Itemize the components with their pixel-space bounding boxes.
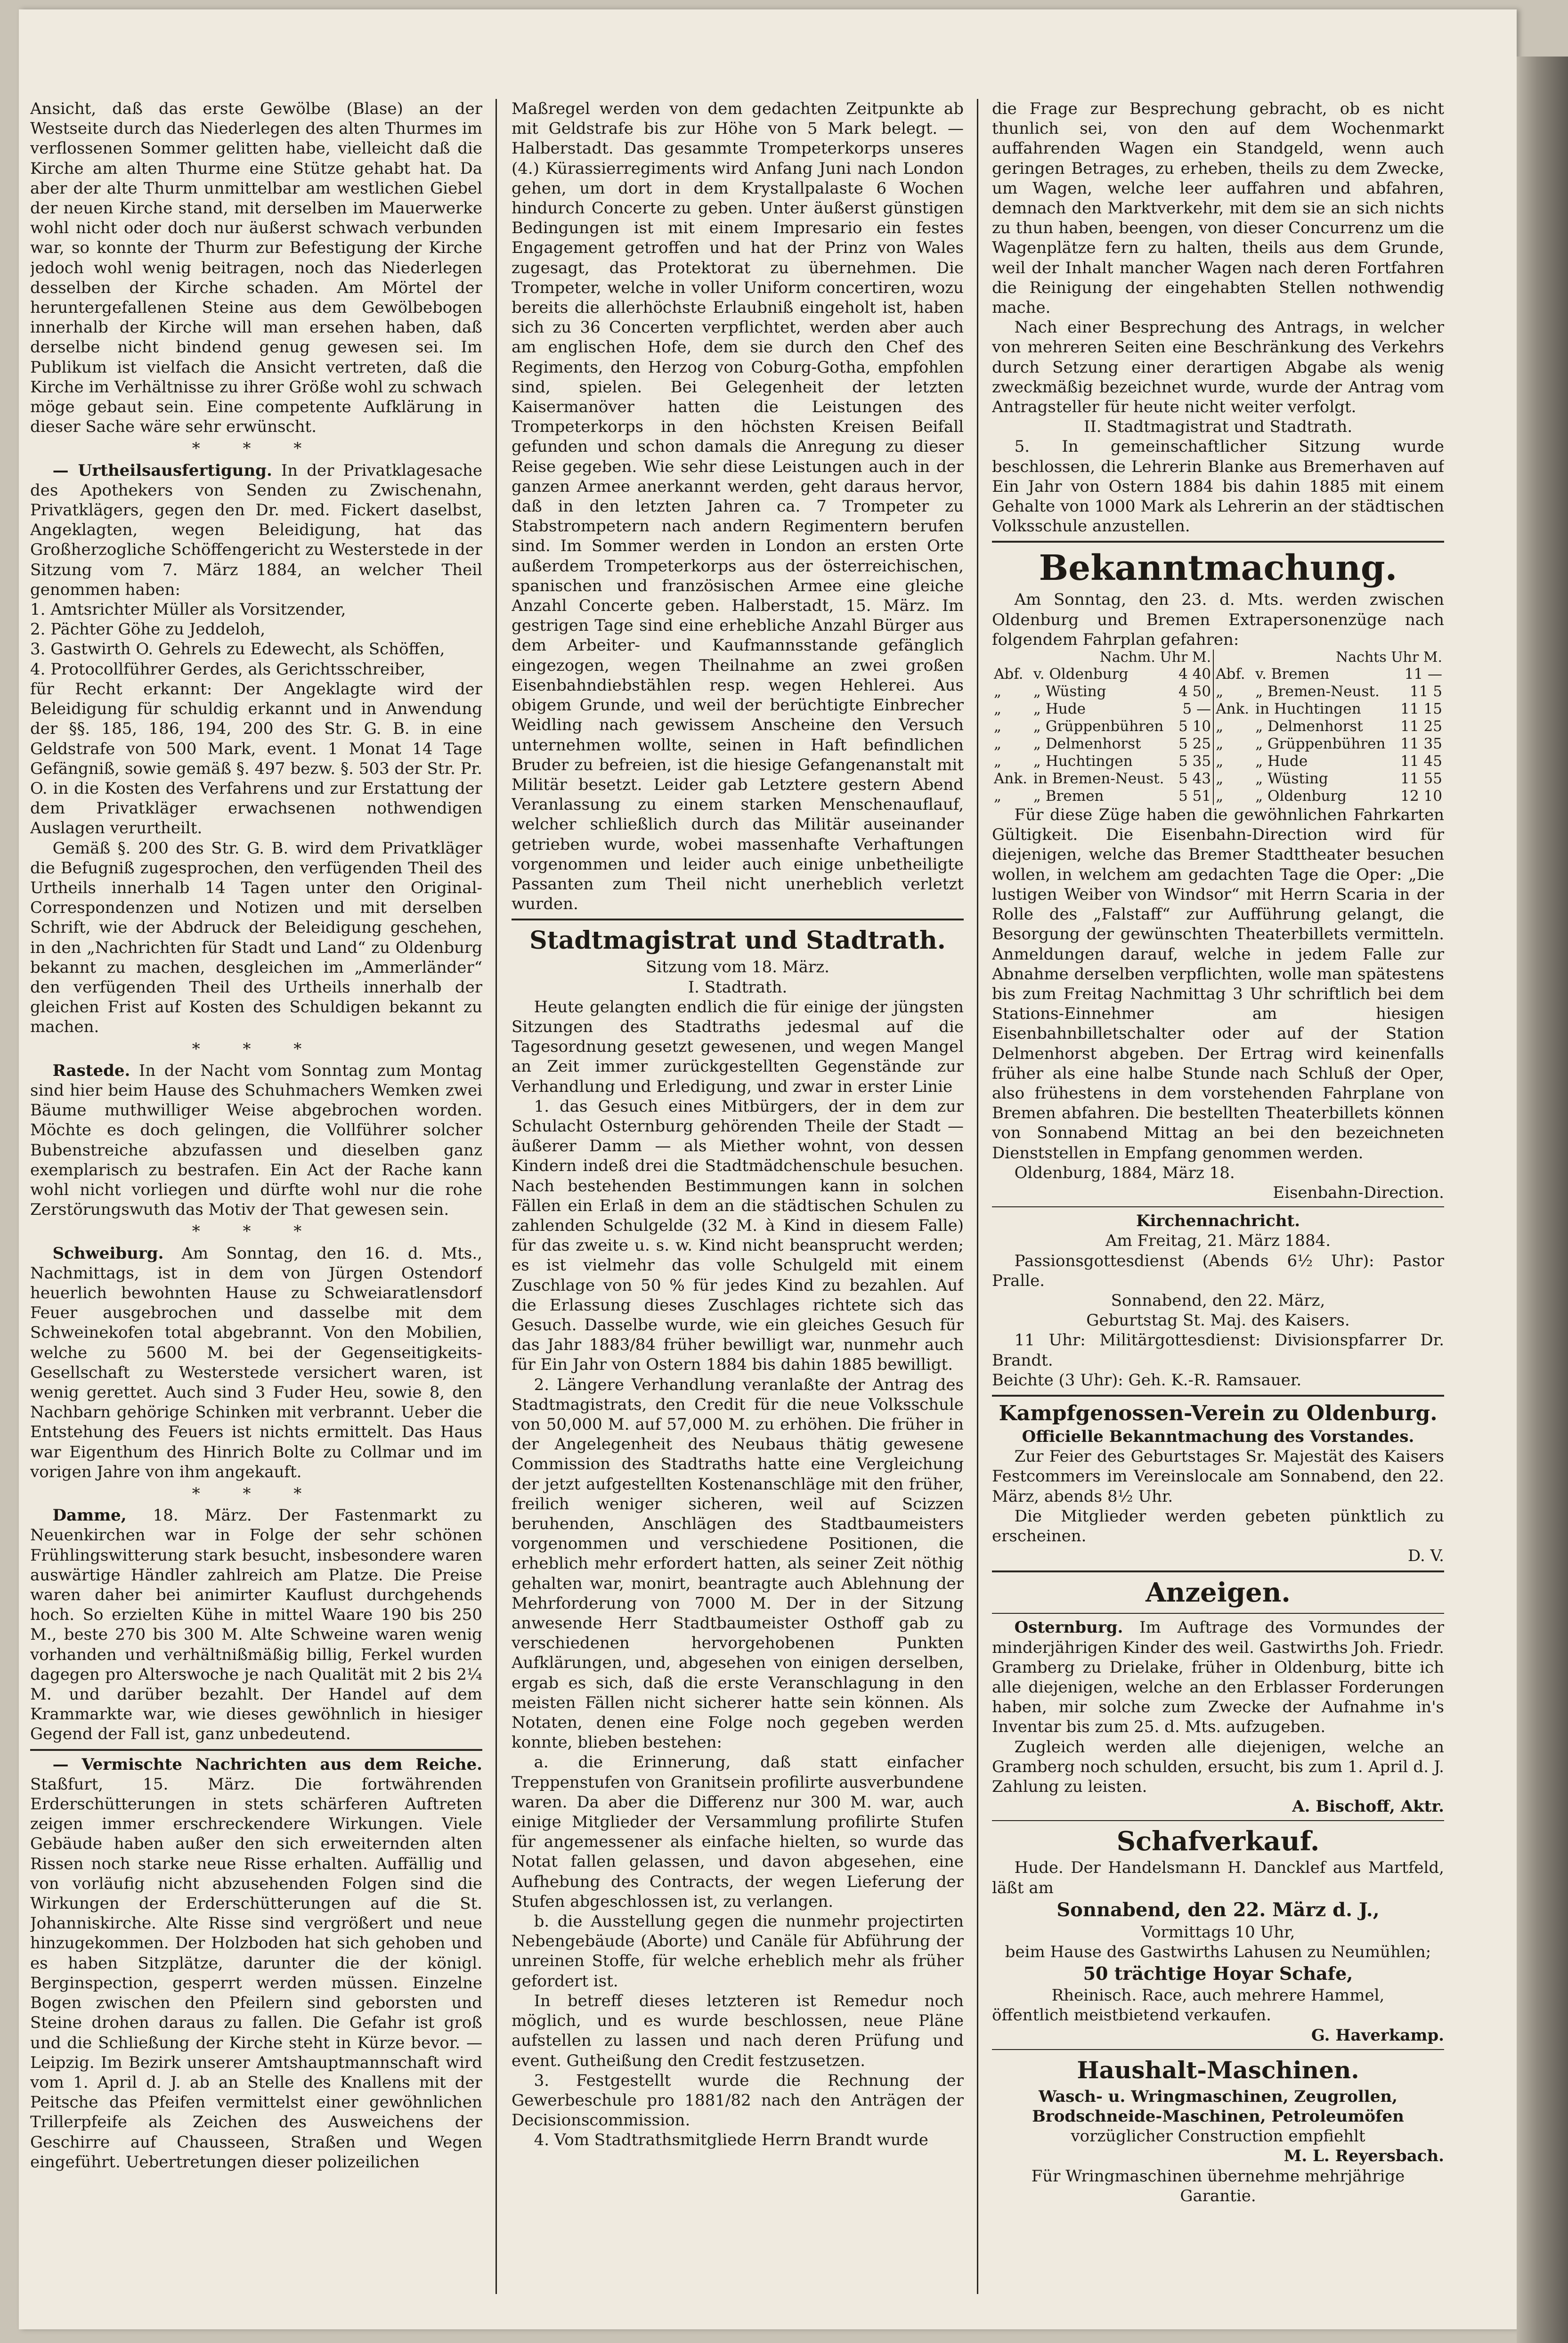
article-church-continued: Ansicht, daß das erste Gewölbe (Blase) an der Westseite durch das Niederlegen des alten Thurmes im verflossenen Sommer gelitten habe, vielleicht daß die Kirche am alten Thurme eine Stütze gehabt hat. Da aber der alte Thurm unmittelbar am westlichen Giebel der neuen Kirche stand, mit derselben im Mauerwerke wohl nicht oder doch nur äußerst schwach verbunden war, so konnte der Thurm zur Befestigung der Kirche jedoch wohl wenig beitragen, noch das Niederlegen desselben der Kirche schaden. Am Mörtel der heruntergefallenen Steine aus dem Gewölbebogen innerhalb der Kirche will man ersehen haben, daß derselbe nicht bindend genug gewesen sei. Im Publikum ist vielfach die Ansicht vertreten, daß die Kirche im Verhältnisse zu ihrer Größe wohl zu schwach möge gebaut sein. Eine competente Aufklärung in dieser Sache wäre sehr erwünscht. <box>30 99 482 437</box>
session-item-4-continued: die Frage zur Besprechung gebracht, ob es nicht thunlich sei, von den auf dem Wochenmarkt auffahrenden Wagen ein Standgeld, wenn auch geringen Betrages, zu erheben, theils zu dem Zwecke, um Wagen, welche leer auffahren und abfahren, demnach den Marktverkehr, mit dem sie an sich nichts zu thun haben, beengen, von dieser Concurrenz um die Wagenplätze fern zu halten, theils aus dem Grunde, weil der Inhalt mancher Wagen nach deren Fortfahren die Reinigung der eingehabten Stellen nothwendig mache. <box>992 99 1444 317</box>
timetable-cell: „ <box>1213 770 1253 788</box>
timetable-cell: v. Bremen <box>1255 666 1330 683</box>
article-vermischte-continued: Maßregel werden von dem gedachten Zeitpunkte ab mit Geldstrafe bis zur Höhe von 5 Mark belegt. — Halberstadt. Das gesammte Trompeterkorps unseres (4.) Kürassierregiments wird Anfang Juni nach London gehen, um dort in dem Krystallpalaste 6 Wochen hindurch Concerte zu geben. Unter äußerst günstigen Bedingungen ist mit einem Impresario ein festes Engagement getroffen und hat der Prinz von Wales zugesagt, das Protektorat zu übernehmen. Die Trompeter, welche in voller Uniform concertiren, wozu bereits die allerhöchste Erlaubniß eingeholt ist, haben sich zu 36 Concerten verpflichtet, werden aber auch am englischen Hofe, dem sie durch den Chef des Regiments, den Herzog von Coburg-Gotha, empfohlen sind, spielen. Bei Gelegenheit der letzten Kaisermanöver hatten die Leistungen des Trompeterkorps in den höchsten Kreisen Beifall gefunden und schon damals die Anregung zu dieser Reise gegeben. Wie sehr diese Leistungen auch in der ganzen Armee anerkannt werden, geht daraus hervor, daß in den letzten Jahren ca. 7 Trompeter zu Stabstrompetern nach andern Regimentern berufen sind. Im Sommer werden in London an ersten Orte außerdem Trompeterkorps aus der österreichischen, spanischen und französischen Armee eine gleiche Anzahl Concerte geben. Halberstadt, 15. März. Im gestrigen Tage sind eine erhebliche Anzahl Bürger aus dem Arbeiter- und Kaufmannsstande gefänglich eingezogen, wegen Theilnahme an zwei großen Eisenbahndiebstählen resp. wegen Hehlerei. Aus obigem Grunde, und weil der berüchtigte Einbrecher Weidling nach gewissem Anscheine den Versuch unternehmen wollte, seinen in Haft befindlichen Bruder zu befreien, ist die hiesige Gefangenanstalt mit Militär besetzt. Leider gab Letztere gestern Abend Veranlassung zu einem starken Menschenauflauf, welcher schließlich durch das Militär auseinander getrieben wurde, wobei massenhafte Verhaftungen vorgenommen und leider auch einige unbetheiligte Passanten zum Theil nicht unerheblich verletzt wurden. <box>512 99 964 914</box>
session-intro: Heute gelangten endlich die für einige der jüngsten Sitzungen des Stadtraths jedesmal auf die Tagesordnung gesetzt gewesenen, und wegen Mangel an Zeit immer zurückgestellten Gegenstände zur Verhandlung und Erledigung, und zwar in erster Linie <box>512 997 964 1096</box>
session-part-2: II. Stadtmagistrat und Stadtrath. <box>1083 417 1353 437</box>
timetable-cell: 4 40 <box>1178 666 1211 683</box>
article-urtheil-verdict: für Recht erkannt: Der Angeklagte wird der Beleidigung für schuldig erkannt und in Anwendung der §§. 185, 186, 194, 200 des Str. G. B. in eine Geldstrafe von 500 Mark, event. 1 Monat 14 Tage Gefängniß, sowie gemäß §. 497 bezw. §. 503 der Str. Pr. O. in die Kosten des Verfahrens und zur Erstattung der dem Privatkläger erwachsenen nothwendigen Auslagen verurtheilt. <box>30 679 482 838</box>
church-notice-line: Beichte (3 Uhr): Geh. K.-R. Ramsauer. <box>992 1370 1302 1390</box>
newspaper-page <box>19 9 1517 2329</box>
timetable-cell: „ Wüsting <box>1255 770 1328 788</box>
table-row <box>992 735 1444 753</box>
timetable-cell: „ <box>1213 683 1253 700</box>
ad-sheep-sale-title: Schafverkauf. <box>1116 1826 1320 1857</box>
timetable-cell: 5 43 <box>1178 770 1211 788</box>
ad-sheep-sale-offer: 50 trächtige Hoyar Schafe, <box>1083 1963 1353 1985</box>
veterans-club-signature: D. V. <box>1407 1546 1444 1566</box>
timetable-cell: 5 — <box>1182 700 1211 718</box>
timetable-header-left: Nachm. Uhr M. <box>1099 649 1211 666</box>
article-schweiburg <box>30 1244 482 1482</box>
timetable-cell: 11 15 <box>1400 700 1442 718</box>
timetable-cell: Ank. <box>994 770 1027 788</box>
table-row <box>992 788 1444 805</box>
timetable-cell: 5 35 <box>1178 753 1211 770</box>
table-row <box>992 683 1444 700</box>
column-1 <box>30 99 482 2294</box>
timetable-cell: 11 25 <box>1400 718 1442 735</box>
church-notice-line: Sonnabend, den 22. März, <box>1111 1291 1325 1310</box>
timetable-cell: „ <box>994 683 1002 700</box>
timetable-cell: 5 51 <box>1178 788 1211 805</box>
session-part-1: I. Stadtrath. <box>688 977 788 997</box>
ads-divider <box>992 1820 1444 1821</box>
ad-household-machines-signature: M. L. Reyersbach. <box>1284 2147 1444 2166</box>
timetable-cell: „ Hude <box>1255 753 1308 770</box>
timetable-cell: 5 10 <box>1178 718 1211 735</box>
timetable-cell: Ank. <box>1213 700 1253 718</box>
section-title-stadtmagistrat: Stadtmagistrat und Stadtrath. <box>529 926 946 955</box>
separator-stars: * * * <box>192 439 321 458</box>
ads-divider <box>992 2049 1444 2050</box>
column-2 <box>512 99 964 2294</box>
timetable-cell: 11 55 <box>1400 770 1442 788</box>
article-urtheil <box>30 461 482 600</box>
article-damme-heading: Damme, <box>52 1506 127 1525</box>
timetable-cell: 4 50 <box>1178 683 1211 700</box>
session-item-4-result: Nach einer Besprechung des Antrags, in welcher von mehreren Seiten eine Beschränkung des Verkehrs durch Setzung einer derartigen Abgabe als wenig zweckmäßig bezeichnet wurde, wurde der Antrag vom Antragsteller für heute nicht weiter verfolgt. <box>992 318 1444 417</box>
article-schweiburg-heading: Schweiburg. <box>52 1244 164 1263</box>
timetable-cell: „ <box>1213 735 1253 753</box>
ad-sheep-sale-body: Hude. Der Handelsmann H. Dancklef aus Martfeld, läßt am <box>992 1858 1444 1897</box>
notice-title: Bekanntmachung. <box>1039 548 1397 589</box>
ad-osternburg-body: Zugleich werden alle diejenigen, welche an Gramberg noch schulden, ersucht, bis zum 1. April d. J. Zahlung zu leisten. <box>992 1737 1444 1797</box>
ad-sheep-sale-time: Vormittags 10 Uhr, <box>1141 1922 1295 1942</box>
table-row <box>992 718 1444 735</box>
timetable-cell: „ <box>994 735 1002 753</box>
timetable-cell: in Huchtingen <box>1255 700 1361 718</box>
timetable-cell: „ Grüppenbühren <box>1033 718 1164 735</box>
section-divider <box>512 919 964 920</box>
session-item-5: 5. In gemeinschaftlicher Sitzung wurde beschlossen, die Lehrerin Blanke aus Bremerhaven auf Ein Jahr von Ostern 1884 bis dahin 1885 mit einem Gehalte von 1000 Mark als Lehrerin an der städtischen Volksschule anzustellen. <box>992 437 1444 536</box>
ad-household-machines-line: Für Wringmaschinen übernehme mehrjährige Garantie. <box>1031 2166 1405 2205</box>
article-urtheil-body: In der Privatklagesache des Apothekers von Senden zu Zwischenahn, Privatklägers, gegen den Dr. med. Fickert daselbst, Angeklagten, wegen Beleidigung, hat das Großherzogliche Schöffengericht zu Westerstede in der Sitzung vom 7. März 1884, an welcher Theil genommen haben: <box>30 461 482 599</box>
separator-stars: * * * <box>192 1222 321 1241</box>
timetable-cell: „ <box>1213 788 1253 805</box>
article-damme <box>30 1505 482 1744</box>
list-item: 4. Protocollführer Gerdes, als Gerichtsschreiber, <box>30 659 426 679</box>
notice-divider <box>992 1206 1444 1207</box>
ad-household-machines-line: Brodschneide-Maschinen, Petroleumöfen <box>1032 2107 1404 2126</box>
timetable-cell: „ Bremen-Neust. <box>1255 683 1380 700</box>
ad-osternburg-body: Im Auftrage des Vormundes der minderjährigen Kinder des weil. Gastwirths Joh. Friedr. Gramberg zu Drielake, früher in Oldenburg, bitte ich alle diejenigen, welche an den Erblasser Forderungen haben, mir solche zum Zwecke der Aufnahme in's Inventar bis zum 25. d. Mts. aufzugeben. <box>992 1618 1444 1737</box>
timetable-cell: „ <box>994 753 1002 770</box>
list-item: 2. Pächter Göhe zu Jeddeloh, <box>30 620 266 639</box>
session-item-2a: a. die Erinnerung, daß statt einfacher Treppenstufen von Granitsein profilirte ausverbundene waren. Da aber die Differenz nur 300 M. war, auch einige Mitglieder der Versammlung profilirte Stufen für angemessener als einfache hielten, so wurde das Notat fallen gelassen, und davon abgesehen, eine Aufhebung des Contracts, der wegen Lieferung der Stufen abgeschlossen ist, zu verlangen. <box>512 1753 964 1911</box>
article-rastede-heading: Rastede. <box>52 1061 130 1080</box>
notice-intro: Am Sonntag, den 23. d. Mts. werden zwischen Oldenburg und Bremen Extrapersonenzüge nach folgendem Fahrplan gefahren: <box>992 590 1444 649</box>
veterans-club-subtitle: Officielle Bekanntmachung des Vorstandes. <box>1022 1427 1414 1446</box>
timetable-cell: „ Wüsting <box>1033 683 1106 700</box>
timetable-cell: Abf. <box>1213 666 1253 683</box>
notice-signature: Eisenbahn-Direction. <box>1273 1183 1444 1202</box>
timetable-cell: „ <box>1213 753 1253 770</box>
column-rule <box>977 99 978 2294</box>
session-item-2: 2. Längere Verhandlung veranlaßte der Antrag des Stadtmagistrats, den Credit für die neue Volksschule von 50,000 M. auf 57,000 M. zu erhöhen. Die früher in der Angelegenheit des Neubaus thätig gewesene Commission des Stadtraths hatte eine Vergleichung der jetzt aufgestellten Kostenanschläge mit den früher, freilich weniger sicheren, weil auf Scizzen beruhenden, Anschlägen des Stadtbaumeisters vorgenommen und verschiedene Positionen, die erheblich mehr erfordert hatten, als seiner Zeit nöthig gehalten war, monirt, beantragte auch Ablehnung der Mehrforderung von 7000 M. Der in der Sitzung anwesende Herr Stadtbaumeister Osthoff gab zu verschiedenen hervorgehobenen Punkten Aufklärungen, und, abgesehen von einigen derselben, ergab es sich, daß die erste Veranschlagung in den meisten Fällen nicht sicherer hatte sein können. Als Notaten, denen eine Folge noch gegeben werden konnte, blieben bestehen: <box>512 1375 964 1752</box>
table-row <box>992 666 1444 683</box>
church-notice-line: Geburtstag St. Maj. des Kaisers. <box>1086 1311 1350 1330</box>
article-urtheil-publication: Gemäß §. 200 des Str. G. B. wird dem Privatkläger die Befugniß zugesprochen, den verfügenden Theil des Urtheils innerhalb 14 Tagen unter den Original-Correspondenzen und Notizen und mit derselben Schrift, wie der Abdruck der Beleidigung geschehen, in den „Nachrichten für Stadt und Land“ zu Oldenburg bekannt zu machen, desgleichen im „Ammerländer“ den verfügenden Theil des Urtheils innerhalb der gleichen Frist auf Kosten des Schuldigen bekannt zu machen. <box>30 838 482 1037</box>
session-item-2b: b. die Ausstellung gegen die nunmehr projectirten Nebengebäude (Aborte) und Canäle für Abführung der unreinen Stoffe, für welche erheblich mehr als früher gefordert ist. <box>512 1912 964 1991</box>
ad-sheep-sale-signature: G. Haverkamp. <box>1311 2026 1444 2045</box>
ads-divider <box>992 1570 1444 1572</box>
separator-stars: * * * <box>192 1039 321 1058</box>
church-notice-line: 11 Uhr: Militärgottesdienst: Divisionspfarrer Dr. Brandt. <box>992 1331 1444 1370</box>
session-item-3: 3. Festgestellt wurde die Rechnung der Gewerbeschule pro 1881/82 nach den Anträgen der Decisionscommission. <box>512 2071 964 2130</box>
ad-osternburg-signature: A. Bischoff, Aktr. <box>1292 1797 1444 1816</box>
article-schweiburg-body: Am Sonntag, den 16. d. Mts., Nachmittags, ist in dem von Jürgen Ostendorf heuerlich bewohnten Hause zu Schweiaratlensdorf Feuer ausgebrochen und dasselbe mit dem Schweinekofen total abgebrannt. Von den Mobilien, welche zu 5600 M. bei der Gegenseitigkeits-Gesellschaft zu Westerstede versichert waren, ist wenig gerettet. Auch sind 3 Fuder Heu, sowie 8, den Nachbarn gehörige Schinken mit verbrannt. Ueber die Entstehung des Feuers ist nichts ermittelt. Das Haus war Eigenthum des Hinrich Bolte zu Collmar und im vorigen Jahre von ihm angekauft. <box>30 1244 482 1481</box>
timetable-cell: 11 — <box>1404 666 1442 683</box>
timetable-cell: „ Delmenhorst <box>1255 718 1363 735</box>
ad-sheep-sale-place: beim Hause des Gastwirths Lahusen zu Neumühlen; <box>1005 1943 1431 1962</box>
ad-sheep-sale-date: Sonnabend, den 22. März d. J., <box>1056 1898 1380 1921</box>
timetable-cell: „ <box>1213 718 1253 735</box>
ad-sheep-sale-details: Rheinisch. Race, auch mehrere Hammel, <box>1051 1986 1385 2005</box>
article-vermischte <box>30 1755 482 2172</box>
timetable <box>992 650 1444 805</box>
session-date: Sitzung vom 18. März. <box>646 958 829 977</box>
ad-osternburg <box>992 1618 1444 1737</box>
timetable-cell: 11 5 <box>1409 683 1442 700</box>
timetable-cell: „ Oldenburg <box>1255 788 1347 805</box>
timetable-cell: v. Oldenburg <box>1033 666 1129 683</box>
timetable-cell: „ Hude <box>1033 700 1086 718</box>
timetable-cell: 11 35 <box>1400 735 1442 753</box>
article-vermischte-body: Staßfurt, 15. März. Die fortwährenden Erderschütterungen in stets schärferen Auftreten zeigen immer erschreckendere Wirkungen. Viele Gebäude haben außer den sich erweiternden alten Rissen noch starke neue Risse erhalten. Auffällig und von vorläufig nicht abzusehenden Folgen sind die Wirkungen der Erderschütterungen auf die St. Johanniskirche. Alte Risse sind vergrößert und neue hinzugekommen. Der Holzboden hat sich gehoben und es haben Sitzplätze, darunter die der königl. Berginspection, gesperrt werden müssen. Einzelne Bogen zwischen den Pfeilern sind geborsten und Steine drohen daraus zu fallen. Die Gefahr ist groß und die Schließung der Kirche steht in Kürze bevor. — Leipzig. Im Bezirk unserer Amtshauptmannschaft wird vom 1. April d. J. ab an Stelle des Knallens mit der Peitsche das Pfeifen vermittelst einer gewöhnlichen Trillerpfeife als Zeichen des Ausweichens der Geschirre auf Chausseen, Straßen und Wegen eingeführt. Uebertretungen dieser polizeilichen <box>30 1774 482 2172</box>
list-item: 1. Amtsrichter Müller als Vorsitzender, <box>30 600 346 619</box>
timetable-cell: „ Grüppenbühren <box>1255 735 1386 753</box>
timetable-cell: Abf. <box>994 666 1024 683</box>
timetable-cell: 11 45 <box>1400 753 1442 770</box>
timetable-cell: „ Delmenhorst <box>1033 735 1141 753</box>
church-notice-line: Passionsgottesdienst (Abends 6½ Uhr): Pastor Pralle. <box>992 1251 1444 1290</box>
ad-household-machines-line: vorzüglicher Construction empfiehlt <box>1071 2127 1365 2146</box>
timetable-cell: „ <box>994 788 1002 805</box>
session-item-4: 4. Vom Stadtrathsmitgliede Herrn Brandt wurde <box>534 2131 928 2150</box>
notice-body: Für diese Züge haben die gewöhnlichen Fahrkarten Gültigkeit. Die Eisenbahn-Direction wird für diejenigen, welche das Bremer Stadttheater besuchen wollen, in welchem am gedachten Tage die Oper: „Die lustigen Weiber von Windsor“ mit Herrn Scaria in der Rolle des „Falstaff“ zur Aufführung gelangt, die Besorgung der gewünschten Theaterbillets vermitteln. Anmeldungen darauf, welche in jedem Falle zur Abnahme derselben verpflichten, wolle man spätestens bis zum Freitag Nachmittag 3 Uhr schriftlich bei dem Stations-Einnehmer am hiesigen Eisenbahnbilletschalter oder auf der Station Delmenhorst abgeben. Der Ertrag wird keinenfalls früher als eine halbe Stunde nach Schluß der Oper, also frühestens in dem vorstehenden Fahrplane von Bremen abfahren. Die bestellten Theaterbillets können von Sonnabend Mittag an bei den bezeichneten Dienststellen in Empfang genommen werden. <box>992 805 1444 1163</box>
ads-section-title: Anzeigen. <box>1146 1577 1291 1609</box>
article-divider <box>30 1749 482 1751</box>
article-vermischte-heading: — Vermischte Nachrichten aus dem Reiche. <box>52 1755 482 1774</box>
timetable-cell: „ <box>994 718 1002 735</box>
veterans-club-title: Kampfgenossen-Verein zu Oldenburg. <box>999 1401 1438 1425</box>
list-item: 3. Gastwirth O. Gehrels zu Edewecht, als Schöffen, <box>30 640 445 659</box>
timetable-cell: in Bremen-Neust. <box>1033 770 1164 788</box>
ad-osternburg-heading: Osternburg. <box>1014 1618 1123 1637</box>
session-item-1: 1. das Gesuch eines Mitbürgers, der in dem zur Schulacht Osternburg gehörenden Theile der Stadt — äußerer Damm — als Miether wohnt, von dessen Kindern indeß drei die Stadtmädchenschule besuchen. Nach bestehenden Bestimmungen kann in solchen Fällen ein Erlaß in dem an die städtischen Schulen zu zahlenden Schulgelde (32 M. à Kind in diesem Falle) für das zweite u. s. w. Kind nicht beansprucht werden; es ist vielmehr das volle Schulgeld mit einem Zuschlage von 50 % für jedes Kind zu bezahlen. Auf die Erlassung dieses Zuschlages richtete sich das Gesuch. Dasselbe wurde, wie ein gleiches Gesuch für das Jahr 1883/84 früher bewilligt war, nunmehr auch für Ein Jahr von Ostern 1884 bis dahin 1885 bewilligt. <box>512 1097 964 1375</box>
timetable-cell: 12 10 <box>1400 788 1442 805</box>
table-row <box>992 700 1444 718</box>
timetable-cell: 5 25 <box>1178 735 1211 753</box>
ad-sheep-sale-details: öffentlich meistbietend verkaufen. <box>992 2006 1271 2025</box>
timetable-cell: „ Bremen <box>1033 788 1104 805</box>
timetable-header-right: Nachts Uhr M. <box>1213 650 1444 666</box>
veterans-club-body: Die Mitglieder werden gebeten pünktlich zu erscheinen. <box>992 1506 1444 1546</box>
notice-divider <box>992 1395 1444 1397</box>
separator-stars: * * * <box>192 1484 321 1504</box>
timetable-cell: „ Huchtingen <box>1033 753 1133 770</box>
article-rastede <box>30 1061 482 1220</box>
article-rastede-body: In der Nacht vom Sonntag zum Montag sind hier beim Hause des Schuhmachers Wemken zwei Bäume muthwilliger Weise abgebrochen worden. Möchte es doch gelingen, die Vollführer solcher Bubenstreiche abzufassen und dieselben ganz exemplarisch zu bestrafen. Ein Act der Rache kann wohl nicht vorliegen und dürfte wohl nur die rohe Zerstörungswuth das Motiv der That gewesen sein. <box>30 1061 482 1220</box>
article-urtheil-heading: — Urtheilsausfertigung. <box>52 461 272 480</box>
session-item-2-resolution: In betreff dieses letzteren ist Remedur noch möglich, und es wurde beschlossen, neue Pläne aufstellen zu lassen und nach deren Prüfung und event. Gutheißung den Credit festzusetzen. <box>512 1991 964 2070</box>
church-notice-title: Kirchennachricht. <box>1136 1212 1300 1231</box>
table-row <box>992 753 1444 770</box>
church-notice-date: Am Freitag, 21. März 1884. <box>1105 1231 1331 1251</box>
notice-date: Oldenburg, 1884, März 18. <box>1014 1163 1235 1182</box>
article-damme-body: 18. März. Der Fastenmarkt zu Neuenkirchen war in Folge der sehr schönen Frühlingswitterung stark besucht, insbesondere waren auswärtige Händler zahlreich am Platze. Die Preise waren daher bei animirter Kauflust durchgehends hoch. So erzielten Kühe in mittel Waare 190 bis 250 M., beste 270 bis 300 M. Alte Schweine waren wenig vorhanden und verhältnißmäßig billig, Ferkel wurden dagegen pro Alterswoche je nach Qualität mit 2 bis 2¼ M. und darüber bezahlt. Der Handel auf dem Krammarkte war, wie dieses gewöhnlich in hiesiger Gegend der Fall ist, ganz unbedeutend. <box>30 1506 482 1744</box>
book-edge <box>1517 57 1568 2343</box>
veterans-club-body: Zur Feier des Geburtstages Sr. Majestät des Kaisers Festcommers im Vereinslocale am Sonnabend, den 22. März, abends 8½ Uhr. <box>992 1447 1444 1506</box>
column-rule <box>496 99 497 2294</box>
notice-divider <box>992 541 1444 543</box>
urtheil-participants-list <box>30 600 482 679</box>
column-3 <box>992 99 1444 2294</box>
table-row <box>992 770 1444 788</box>
ad-household-machines-line: Wasch- u. Wringmaschinen, Zeugrollen, <box>1039 2087 1397 2106</box>
timetable-cell: „ <box>994 700 1002 718</box>
ad-household-machines-title: Haushalt-Maschinen. <box>1077 2056 1359 2084</box>
ads-divider <box>992 1613 1444 1614</box>
